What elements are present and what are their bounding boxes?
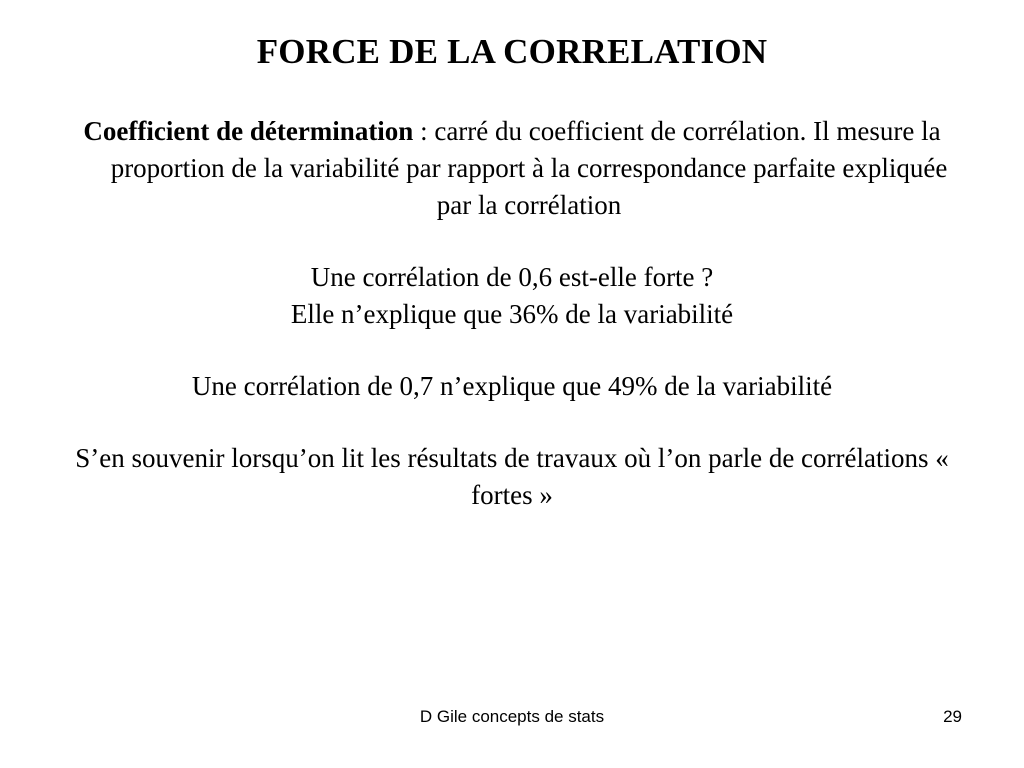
slide-title: FORCE DE LA CORRELATION bbox=[256, 32, 768, 71]
spacer bbox=[70, 333, 954, 368]
definition-text: : carré du coefficient de corrélation. Il mesure la proportion de la variabilité par rapport à la correspondance parfaite expliquée par la corrélation bbox=[110, 116, 948, 220]
slide-body bbox=[70, 113, 954, 514]
second-example-line: Une corrélation de 0,7 n’explique que 49% de la variabilité bbox=[191, 371, 833, 401]
definition-paragraph bbox=[70, 113, 954, 224]
conclusion-paragraph: S’en souvenir lorsqu’on lit les résultats de travaux où l’on parle de corrélations « fortes » bbox=[75, 443, 949, 510]
page-number: 29 bbox=[943, 707, 962, 726]
answer-line: Elle n’explique que 36% de la variabilité bbox=[290, 299, 734, 329]
spacer bbox=[70, 405, 954, 440]
footer-text: D Gile concepts de stats bbox=[419, 707, 605, 726]
question-line: Une corrélation de 0,6 est-elle forte ? bbox=[310, 262, 714, 292]
spacer bbox=[70, 224, 954, 259]
definition-term: Coefficient de détermination bbox=[83, 116, 414, 146]
